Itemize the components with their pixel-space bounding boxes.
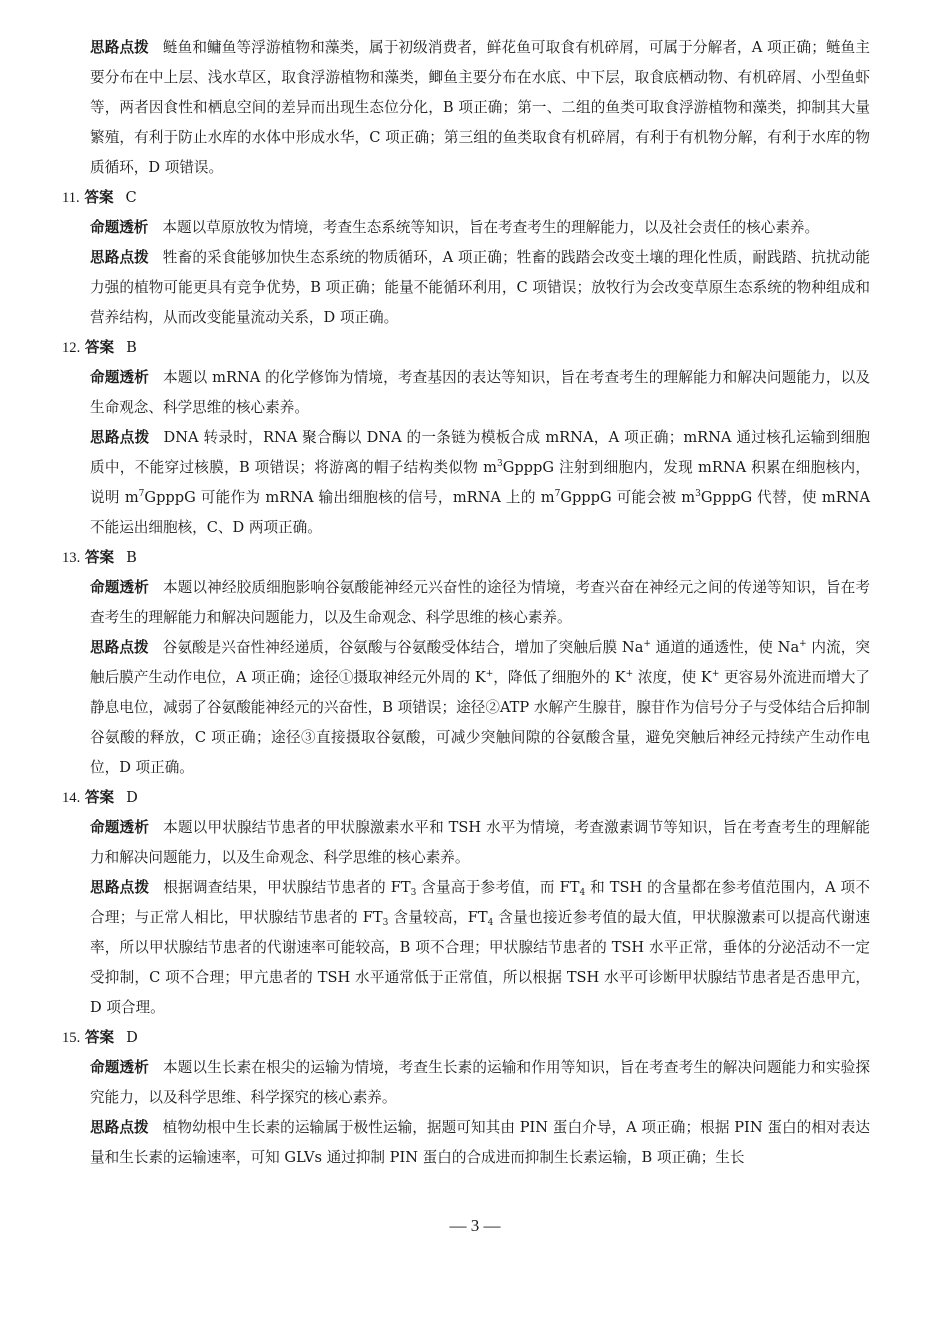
hint-paragraph [62,1113,870,1173]
analysis-label: 命题透析 [90,369,150,386]
subscript: 3 [382,918,389,928]
hint-text-part: GpppG 可能会被 m [560,489,696,506]
answer-line [62,183,870,213]
analysis-label: 命题透析 [90,219,149,236]
hint-text-part: 内流，突触后膜产生动作电位，A 项正确；途径①摄取神经元外周的 K [90,639,870,686]
answer-label: 答案 [84,549,115,566]
hint-label: 思路点拨 [90,879,150,896]
page-content [62,33,870,1173]
superscript: + [625,669,634,679]
answer-line [62,783,870,813]
hint-text-part: 含量也接近参考值的最大值，甲状腺激素可以提高代谢速率，所以甲状腺结节患者的代谢速率可能较高，B 项不合理；甲状腺结节患者的 TSH 水平正常，垂体的分泌活动不一定受抑制，C 项不合理；甲亢患者的 TSH 水平通常低于正常值，所以根据 TSH 水平可诊断甲状腺结节患者是否患甲亢，D 项合理。 [90,909,870,1016]
superscript: 7 [138,489,145,499]
question-15 [62,1023,870,1173]
answer-label: 答案 [84,339,115,356]
analysis-paragraph [62,813,870,873]
page-number: — 3 — [449,1216,501,1235]
hint-text-part: GpppG 代替，使 mRNA 不能运出细胞核，C、D 两项正确。 [90,489,870,536]
answer-line [62,543,870,573]
answer-label: 答案 [84,1029,115,1046]
answer-value: B [126,549,137,566]
hint-paragraph [62,873,870,1023]
answer-value: D [126,1029,138,1046]
answer-label: 答案 [84,189,114,206]
superscript: 3 [496,459,503,469]
superscript: + [799,639,807,649]
hint-text-part: 含量较高，FT [388,909,488,926]
hint-text-part: ，降低了细胞外的 K [493,669,626,686]
answer-label: 答案 [84,789,115,806]
question-number: 13. [62,550,81,566]
analysis-label: 命题透析 [90,1059,149,1076]
answer-line [62,333,870,363]
question-13 [62,543,870,783]
hint-label: 思路点拨 [90,249,149,266]
question-11 [62,183,870,333]
analysis-label: 命题透析 [90,819,150,836]
analysis-text: 本题以草原放牧为情境，考查生态系统等知识，旨在考查考生的理解能力，以及社会责任的核心素养。 [162,219,820,236]
answer-value: D [126,789,138,806]
analysis-paragraph [62,363,870,423]
hint-text-part: 谷氨酸是兴奋性神经递质，谷氨酸与谷氨酸受体结合，增加了突触后膜 Na [162,639,644,656]
hint-text: 牲畜的采食能够加快生态系统的物质循环，A 项正确；牲畜的践踏会改变土壤的理化性质，耐践踏、抗扰动能力强的植物可能更具有竞争优势，B 项正确；能量不能循环利用，C 项错误；放牧行为会改变草原生态系统的物种组成和营养结构，从而改变能量流动关系，D 项正确。 [90,249,870,326]
hint-label: 思路点拨 [90,639,149,656]
hint-text-part: 通道的通透性，使 Na [650,639,800,656]
analysis-text: 本题以 mRNA 的化学修饰为情境，考查基因的表达等知识，旨在考查考生的理解能力和解决问题能力，以及生命观念、科学思维的核心素养。 [90,369,870,416]
analysis-paragraph [62,1053,870,1113]
question-14 [62,783,870,1023]
subscript: 3 [410,888,417,898]
top-continuation-block [62,33,870,183]
superscript: + [485,669,494,679]
superscript: 3 [695,489,701,499]
hint-text-part: 含量高于参考值，而 FT [416,879,580,896]
hint-paragraph [62,423,870,543]
answer-value: B [126,339,137,356]
question-number: 12. [62,340,81,356]
analysis-paragraph [62,573,870,633]
subscript: 4 [579,888,586,898]
hint-text-part: GpppG 可能作为 mRNA 输出细胞核的信号，mRNA 上的 m [144,489,555,506]
analysis-paragraph [62,213,870,243]
hint-text-part: DNA 转录时，RNA 聚合酶以 DNA 的一条链为模板合成 mRNA，A 项正确；mRNA 通过核孔运输到细胞质中，不能穿过核膜，B 项错误；将游离的帽子结构类似物 m [90,429,870,476]
question-12 [62,333,870,543]
top-hint-line2: A 项正确；鲢鱼主要分布在中上层、浅水草区，取食浮游植物和藻类，鲫鱼主要分布在水底、中下层，取食底栖动物、有机碎屑、小型鱼虾等，两者因食性和栖息空间的差异而出现生态位分化，B 项正确；第一、二组的鱼类可取食浮游植物和藻类，抑制其大量繁殖，有利于防止水库的水体中形成水华，C 项正确；第三组的鱼类取食有机碎屑，有利于有机物分解，有利于水库的物质循环，D 项错误。 [90,39,870,176]
hint-label: 思路点拨 [90,429,150,446]
hint-label: 思路点拨 [90,1119,149,1136]
analysis-label: 命题透析 [90,579,149,596]
hint-paragraph [62,633,870,783]
superscript: + [711,669,720,679]
hint-label: 思路点拨 [90,39,149,56]
hint-paragraph [62,243,870,333]
hint-text-part: 根据调查结果，甲状腺结节患者的 FT [163,879,411,896]
hint-text-part: 浓度，使 K [633,669,712,686]
superscript: + [643,639,651,649]
subscript: 4 [487,918,494,928]
hint-text-part: GpppG 注射到细胞内，发现 mRNA 积累在细胞核内，说明 m [90,459,870,506]
analysis-text: 本题以神经胶质细胞影响谷氨酸能神经元兴奋性的途径为情境，考查兴奋在神经元之间的传递等知识，旨在考查考生的理解能力和解决问题能力，以及生命观念、科学思维的核心素养。 [90,579,870,626]
question-number: 15. [62,1030,81,1046]
answer-value: C [125,189,137,206]
analysis-text: 本题以甲状腺结节患者的甲状腺激素水平和 TSH 水平为情境，考查激素调节等知识，旨在考查考生的理解能力和解决问题能力，以及生命观念、科学思维的核心素养。 [90,819,870,866]
question-number: 14. [62,790,81,806]
hint-text: 植物幼根中生长素的运输属于极性运输，据题可知其由 PIN 蛋白介导，A 项正确；根据 PIN 蛋白的相对表达量和生长素的运输速率，可知 GLVs 通过抑制 PIN 蛋白的合成进而抑制生长素运输，B 项正确；生长 [90,1119,870,1166]
hint-text-part: 更容易外流进而增大了静息电位，减弱了谷氨酸能神经元的兴奋性，B 项错误；途径②ATP 水解产生腺苷，腺苷作为信号分子与受体结合后抑制谷氨酸的释放，C 项正确；途径③直接摄取谷氨酸，可减少突触间隙的谷氨酸含量，避免突触后神经元持续产生动作电位，D 项正确。 [90,669,871,776]
hint-text-part: 和 TSH 的含量都在参考值范围内，A 项不合理；与正常人相比，甲状腺结节患者的 FT [90,879,870,926]
answer-line [62,1023,870,1053]
top-hint-line1: 鲢鱼和鳙鱼等浮游植物和藻类，属于初级消费者，鲜花鱼可取食有机碎屑，可属于分解者， [162,39,752,56]
top-hint-paragraph [62,33,870,183]
question-number: 11. [62,190,80,206]
superscript: 7 [554,489,561,499]
analysis-text: 本题以生长素在根尖的运输为情境，考查生长素的运输和作用等知识，旨在考查考生的解决问题能力和实验探究能力，以及科学思维、科学探究的核心素养。 [90,1059,870,1106]
